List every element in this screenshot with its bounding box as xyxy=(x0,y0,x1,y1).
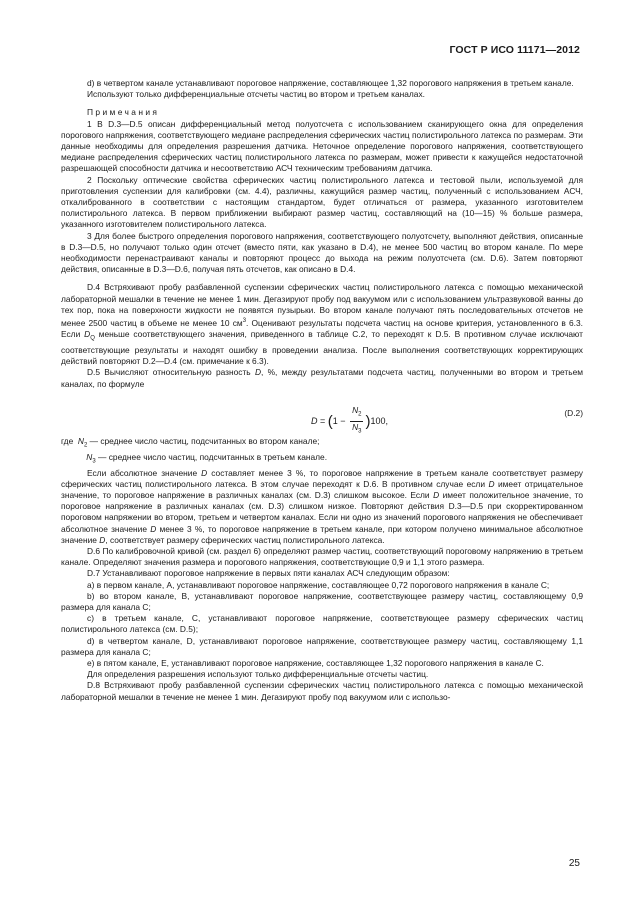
clause-d7-a: a) в первом канале, А, устанавливают пороговое напряжение, составляющее 0,72 порогового напряжения в канале С; xyxy=(87,579,550,590)
definition-n2: где $N_2$ — среднее число частиц, подсчитанных во втором канале; xyxy=(61,435,320,449)
definition-n3: $N_3$ — среднее число частиц, подсчитанных в третьем канале. xyxy=(86,451,328,465)
page-header-standard-id: ГОСТ Р ИСО 11171—2012 xyxy=(449,44,580,56)
page-number: 25 xyxy=(568,858,580,869)
differential-counts-note: Используют только дифференциальные отсчеты частиц во втором и третьем каналах. xyxy=(87,89,425,100)
notes-heading: Примечания xyxy=(87,107,160,118)
document-body xyxy=(61,78,583,703)
item-d-fourth-channel: d) в четвертом канале устанавливают пороговое напряжение, составляющее 1,32 порогового напряжения в третьем канале. xyxy=(87,78,574,88)
clause-d7-d: d) в четвертом канале, D, устанавливают пороговое напряжение, соответствующее размеру частиц, составляющему 1,1 размера для канала С; xyxy=(61,635,583,657)
clause-d5-continuation: Если абсолютное значение D составляет менее 3 %, то пороговое напряжение в третьем канале соответствует размеру сферических частиц полистирольного латекса. В этом случае переходят к D.6. В противном случае если D имеет отрицательное значение, то пороговое напряжение в различных каналах (см. D.3) слишком высокое. Если D имеет положительное значение, то пороговое напряжение в различных каналах (см. D.3) слишком низкое. Повторяют действия D.3—D.5 при скорректированном пороговом напряжении во втором, третьем и четвертом каналах. Если ни одно из значений порогового напряжения не обеспечивает абсолютное значение D менее 3 %, то пороговое напряжение в третьем канале, при котором получено минимальное абсолютное значение D, соответствует размеру сферических частиц полистирольного латекса. xyxy=(61,467,584,545)
clause-d6: D.6 По калибровочной кривой (см. раздел 6) определяют размер частиц, соответствующий пороговому напряжению в третьем канале. Определяют значения размера и порогового напряжения, соответствующие 0,9 и 1,1 этого размера. xyxy=(61,545,583,568)
formula-d2 xyxy=(61,396,583,435)
formula-number: (D.2) xyxy=(564,407,583,418)
clause-d4: D.4 Встряхивают пробу разбавленной суспензии сферических частиц полистирольного латекса с помощью механической лабораторной мешалки в течение не менее 1 мин. Дегазируют пробу под вакуумом или с использованием ультразвуковой ванны до тех пор, пока на поверхности жидкости не появятся пузырьки. Во втором канале получают пять последовательных отсчетов не менее 2500 частиц в объеме не менее 10 $см^3$. Оценивают результаты подсчета частиц на основе критерия, установленного в 6.3. Если $D_Q$ меньше соответствующего значения, приведенного в таблице С.2, то переходят к D.5. В противном случае исключают соответствующие результаты и находят ошибку в проведении анализа. После выполнения соответствующих корректирующих действий повторяют D.2—D.4 (см. примечание к 6.3). xyxy=(61,282,583,367)
clause-d7-b: b) во втором канале, В, устанавливают пороговое напряжение, соответствующее размеру частиц, составляющему 0,9 размера для канала С; xyxy=(61,590,583,612)
clause-d7-c: c) в третьем канале, С, устанавливают пороговое напряжение, соответствующее размеру сферических частиц полистирольного латекса (см. D.5); xyxy=(61,613,583,635)
formula-expression: D = (1 − $\frac{N_2}{N_3}$ )100, xyxy=(311,405,388,438)
note-2: 2 Поскольку оптические свойства сферических частиц полистирольного латекса и тестовой пыли, используемой для приготовления суспензии для калибровки (см. 4.4), различны, кажущийся размер частиц, полученный с использованием АСЧ, откалиброванного в соответствии с настоящим стандартом, будет отличаться от размера, указанного изготовителем полистирольного латекса. В первом приближении выбирают размер частиц, составляющий на (10—15) % больше размера, указанного изготовителем полистирольного латекса. xyxy=(61,174,583,230)
note-3: 3 Для более быстрого определения порогового напряжения, соответствующего полуотсчету, выполняют действия, описанные в D.3—D.5, но получают только один отсчет (вместо пяти, как указано в D.4), не менее 500 частиц во втором канале. По мере необходимости перенастраивают каналы и повторяют процесс до выхода на режим полуотсчета (см. D.6). Затем повторяют действия, описанные в D.3—D.6, получая пять отсчетов, как описано в D.4. xyxy=(61,230,583,275)
clause-d7-e: e) в пятом канале, Е, устанавливают пороговое напряжение, составляющее 1,32 порогового напряжения в канале С. xyxy=(87,657,544,668)
formula-fraction: $\frac{N_2}{N_3}$ xyxy=(352,404,362,435)
clause-d8: D.8 Встряхивают пробу разбавленной суспензии сферических частиц полистирольного латекса с помощью механической лабораторной мешалки в течение не менее 1 мин. Дегазируют пробу под вакуумом или с использо- xyxy=(61,680,583,702)
clause-d7-intro: D.7 Устанавливают пороговое напряжение в первых пяти каналах АСЧ следующим образом: xyxy=(87,568,450,579)
clause-d7-resolution: Для определения разрешения используют только дифференциальные отсчеты частиц. xyxy=(87,669,429,680)
clause-d5: D.5 Вычисляют относительную разность D, %, между результатами подсчета частиц, полученными во втором и третьем каналах, по формуле xyxy=(61,367,583,389)
note-1: 1 В D.3—D.5 описан дифференциальный метод полуотсчета с использованием сканирующего окна для определения порогового напряжения, соответствующего медиане распределения сферических частиц полистирольного латекса по размерам. Эти данные необходимы для определения разрешения датчика. Неточное определение порогового напряжения, соответствующего медиане распределения сферических частиц полистирольного латекса по размерам, может привести к кажущейся недостаточной разрешающей способности датчика и несоответствию АСЧ техническим требованиям датчика. xyxy=(61,118,583,174)
formula-definitions xyxy=(61,436,583,468)
